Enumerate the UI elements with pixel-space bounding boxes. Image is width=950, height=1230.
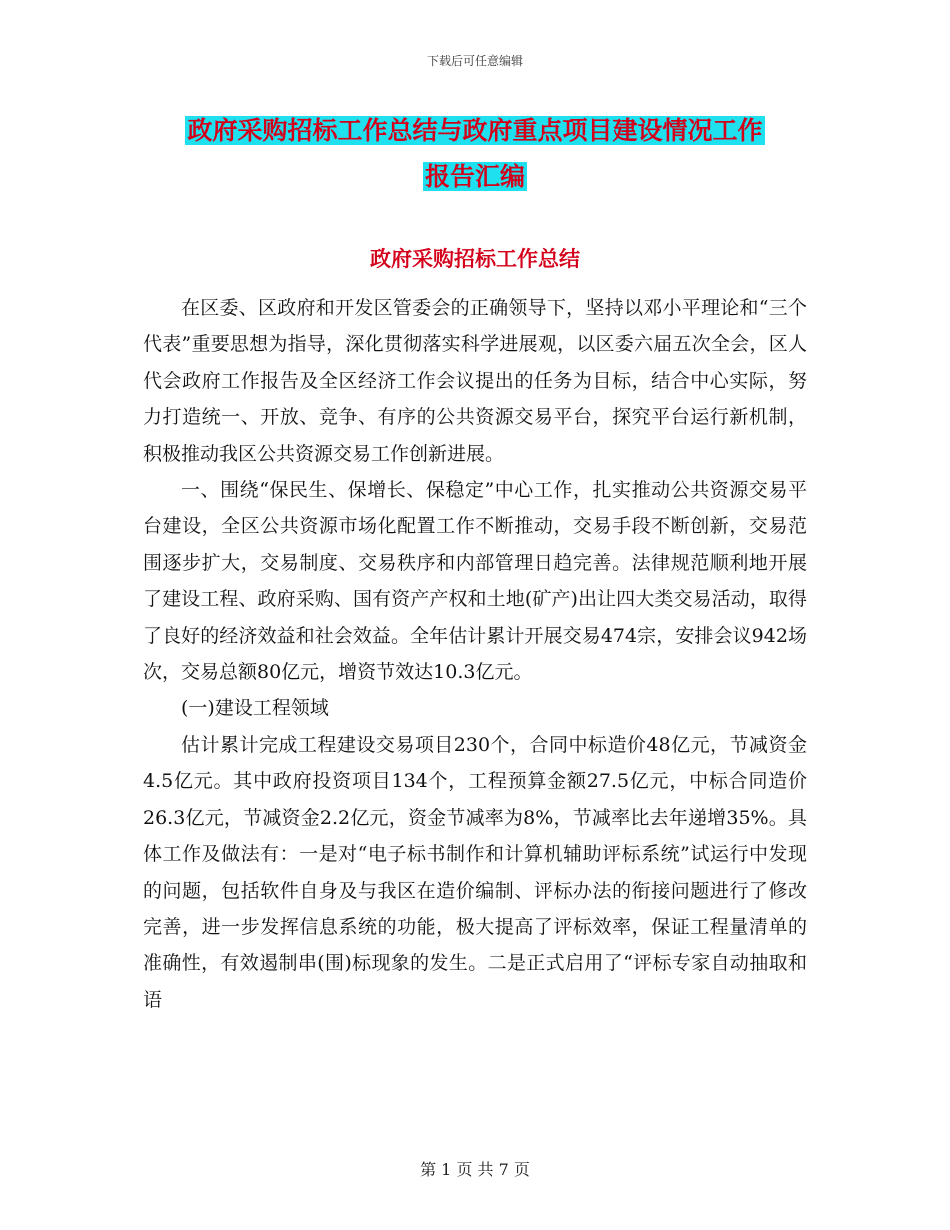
- document-title: [0, 108, 950, 200]
- page-footer: 第 1 页 共 7 页: [420, 1160, 530, 1179]
- paragraph-subheading-construction: (一)建设工程领域: [181, 697, 329, 720]
- paragraph-intro: 在区委、区政府和开发区管委会的正确领导下，坚持以邓小平理论和“三个代表”重要思想为指导，深化贯彻落实科学进展观，以区委六届五次全会，区人代会政府工作报告及全区经济工作会议提出的任务为目标，结合中心实际，努力打造统一、开放、竞争、有序的公共资源交易平台，探究平台运行新机制，积极推动我区公共资源交易工作创新进展。: [143, 297, 807, 465]
- paragraph-section-one: 一、围绕“保民生、保增长、保稳定”中心工作，扎实推动公共资源交易平台建设，全区公共资源市场化配置工作不断推动，交易手段不断创新，交易范围逐步扩大，交易制度、交易秩序和内部管理日趋完善。法律规范顺利地开展了建设工程、政府采购、国有资产产权和土地(矿产)出让四大类交易活动，取得了良好的经济效益和社会效益。全年估计累计开展交易474宗，安排会议942场次，交易总额80亿元，增资节效达10.3亿元。: [143, 479, 807, 684]
- section-title: 政府采购招标工作总结: [370, 246, 580, 271]
- page-header-note: 下载后可任意编辑: [426, 54, 523, 68]
- document-title-line-2: 报告汇编: [424, 162, 525, 191]
- paragraph-construction-details: 估计累计完成工程建设交易项目230个，合同中标造价48亿元，节减资金4.5亿元。其中政府投资项目134个，工程预算金额27.5亿元，中标合同造价26.3亿元，节减资金2.2亿元，资金节减率为8%，节减率比去年递增35%。具体工作及做法有：一是对“电子标书制作和计算机辅助评标系统”试运行中发现的问题，包括软件自身及与我区在造价编制、评标办法的衔接问题进行了修改完善，进一步发挥信息系统的功能，极大提高了评标效率，保证工程量清单的准确性，有效遏制串(围)标现象的发生。二是正式启用了“评标专家自动抽取和语: [143, 733, 807, 1011]
- document-title-line-1: 政府采购招标工作总结与政府重点项目建设情况工作: [187, 116, 763, 145]
- document-body: [143, 290, 807, 1018]
